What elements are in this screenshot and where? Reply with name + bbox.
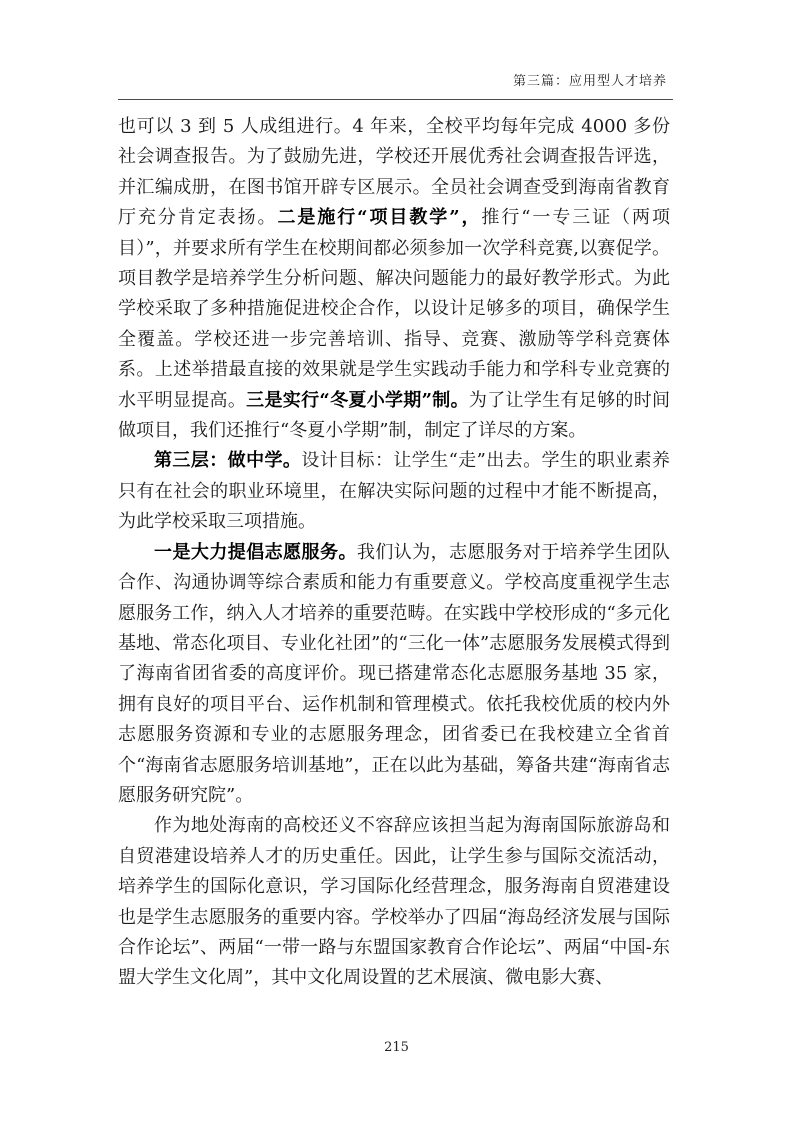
page-number: 215 — [384, 1040, 409, 1055]
paragraph-1 — [118, 112, 670, 446]
paragraph-2-heading: 第三层：做中学。 — [154, 450, 302, 472]
paragraph-1-emphasis-short-semester: 三是实行“冬夏小学期”制。 — [246, 389, 469, 411]
paragraph-2 — [118, 446, 670, 537]
paragraph-2-text: 设计目标：让学生“走”出去。学生的职业素养只有在社会的职业环境里，在解决实际问题的过程中才能不断提高，为此学校采取三项措施。 — [118, 450, 670, 533]
paragraph-1-text-2: 推行“一专三证（两项目）”，并要求所有学生在校期间都必须参加一次学科竞赛,以赛促学。项目教学是培养学生分析问题、解决问题能力的最好教学形式。为此学校采取了多种措施促进校企合作，以设计足够多的项目，确保学生全覆盖。学校还进一步完善培训、指导、竞赛、激励等学科竞赛体系。上述举措最直接的效果就是学生实践动手能力和学科专业竞赛的水平明显提高。 — [118, 207, 670, 411]
body-text — [118, 112, 670, 994]
paragraph-4-text: 作为地处海南的高校还义不容辞应该担当起为海南国际旅游岛和自贸港建设培养人才的历史重任。因此，让学生参与国际交流活动，培养学生的国际化意识，学习国际化经营理念，服务海南自贸港建设也是学生志愿服务的重要内容。学校举办了四届“海岛经济发展与国际合作论坛”、两届“一带一路与东盟国家教育合作论坛”、两届“中国-东盟大学生文化周”，其中文化周设置的艺术展演、微电影大赛、 — [118, 815, 670, 989]
paragraph-1-emphasis-project-teaching: 二是施行“项目教学”， — [277, 207, 482, 229]
paragraph-1-text-3: 为了让学生有足够的时间做项目，我们还推行“冬夏小学期”制，制定了详尽的方案。 — [118, 389, 670, 442]
header-rule — [118, 99, 673, 100]
paragraph-3-text: 我们认为，志愿服务对于培养学生团队合作、沟通协调等综合素质和能力有重要意义。学校高度重视学生志愿服务工作，纳入人才培养的重要范畴。在实践中学校形成的“多元化基地、常态化项目、专业化社团”的“三化一体”志愿服务发展模式得到了海南省团省委的高度评价。现已搭建常态化志愿服务基地 35 家，拥有良好的项目平台、运作机制和管理模式。依托我校优质的校内外志愿服务资源和专业的志愿服务理念，团省委已在我校建立全省首个“海南省志愿服务培训基地”，正在以此为基础，筹备共建“海南省志愿服务研究院”。 — [118, 541, 670, 806]
paragraph-4 — [118, 811, 670, 993]
running-header: 第三篇：应用型人才培养 — [512, 74, 667, 89]
paragraph-1-text-1: 也可以 3 到 5 人成组进行。4 年来，全校平均每年完成 4000 多份社会调查报告。为了鼓励先进，学校还开展优秀社会调查报告评选，并汇编成册，在图书馆开辟专区展示。全员社会调查受到海南省教育厅充分肯定表扬。 — [118, 116, 670, 229]
paragraph-3 — [118, 538, 670, 812]
paragraph-3-heading: 一是大力提倡志愿服务。 — [154, 541, 357, 563]
